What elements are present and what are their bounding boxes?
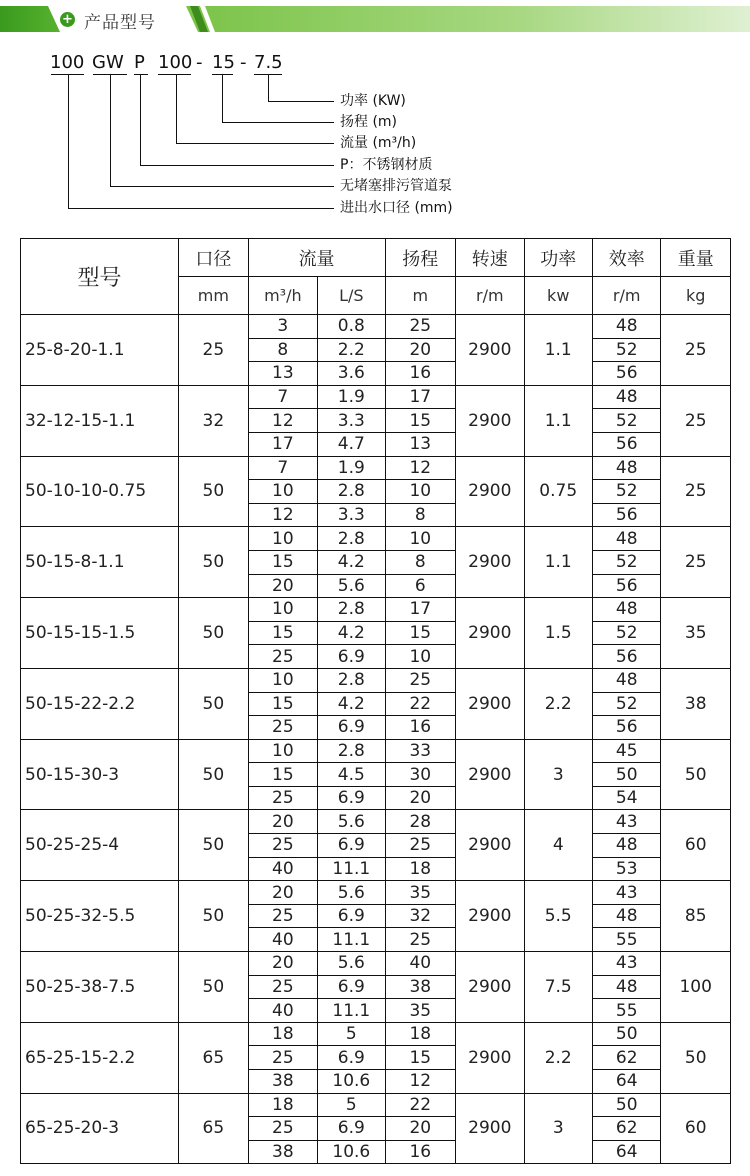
cell-efficiency: 64 xyxy=(592,1070,660,1094)
cell-speed: 2900 xyxy=(456,810,524,881)
cell-head: 30 xyxy=(385,763,455,787)
cell-caliber: 25 xyxy=(179,315,248,386)
cell-efficiency: 56 xyxy=(592,574,660,598)
cell-head: 25 xyxy=(385,668,455,692)
cell-head: 15 xyxy=(385,409,455,433)
unit-efficiency: r/m xyxy=(592,277,660,315)
cell-efficiency: 64 xyxy=(592,1140,660,1164)
cell-flow-m3: 38 xyxy=(248,1070,317,1094)
cell-efficiency: 52 xyxy=(592,621,660,645)
cell-flow-ls: 3.3 xyxy=(318,409,385,433)
cell-head: 33 xyxy=(385,739,455,763)
code-part: - xyxy=(240,52,247,73)
cell-power: 2.2 xyxy=(524,1022,592,1093)
cell-head: 18 xyxy=(385,1022,455,1046)
cell-speed: 2900 xyxy=(456,385,524,456)
header-speed: 转速 xyxy=(456,239,524,277)
cell-flow-ls: 2.8 xyxy=(318,668,385,692)
cell-caliber: 50 xyxy=(179,456,248,527)
cell-caliber: 65 xyxy=(179,1093,248,1164)
cell-flow-ls: 4.2 xyxy=(318,550,385,574)
cell-speed: 2900 xyxy=(456,315,524,386)
cell-efficiency: 56 xyxy=(592,645,660,669)
legend-power: 功率 (KW) xyxy=(340,93,406,109)
cell-head: 25 xyxy=(385,928,455,952)
cell-speed: 2900 xyxy=(456,598,524,669)
cell-flow-m3: 20 xyxy=(248,881,317,905)
cell-efficiency: 54 xyxy=(592,786,660,810)
cell-speed: 2900 xyxy=(456,952,524,1023)
cell-model: 50-15-8-1.1 xyxy=(21,527,179,598)
cell-flow-ls: 11.1 xyxy=(318,928,385,952)
cell-model: 65-25-20-3 xyxy=(21,1093,179,1164)
cell-flow-m3: 15 xyxy=(248,763,317,787)
cell-flow-ls: 2.8 xyxy=(318,598,385,622)
connector-line xyxy=(140,74,141,165)
cell-flow-m3: 40 xyxy=(248,999,317,1023)
cell-power: 1.1 xyxy=(524,527,592,598)
cell-caliber: 50 xyxy=(179,881,248,952)
cell-flow-m3: 25 xyxy=(248,645,317,669)
cell-power: 2.2 xyxy=(524,668,592,739)
cell-caliber: 50 xyxy=(179,668,248,739)
table-row xyxy=(21,881,731,905)
cell-weight: 85 xyxy=(661,881,731,952)
code-part: 7.5 xyxy=(254,52,283,73)
cell-speed: 2900 xyxy=(456,881,524,952)
cell-efficiency: 50 xyxy=(592,1022,660,1046)
table-row xyxy=(21,668,731,692)
cell-efficiency: 53 xyxy=(592,857,660,881)
cell-caliber: 50 xyxy=(179,739,248,810)
cell-speed: 2900 xyxy=(456,456,524,527)
cell-speed: 2900 xyxy=(456,739,524,810)
cell-flow-m3: 12 xyxy=(248,503,317,527)
cell-flow-m3: 10 xyxy=(248,668,317,692)
cell-head: 35 xyxy=(385,999,455,1023)
cell-efficiency: 52 xyxy=(592,692,660,716)
cell-flow-m3: 18 xyxy=(248,1022,317,1046)
cell-head: 13 xyxy=(385,432,455,456)
cell-flow-ls: 10.6 xyxy=(318,1140,385,1164)
cell-efficiency: 50 xyxy=(592,763,660,787)
cell-efficiency: 55 xyxy=(592,999,660,1023)
cell-flow-ls: 5.6 xyxy=(318,810,385,834)
cell-flow-m3: 25 xyxy=(248,904,317,928)
cell-efficiency: 48 xyxy=(592,834,660,858)
cell-flow-m3: 10 xyxy=(248,480,317,504)
cell-head: 18 xyxy=(385,857,455,881)
cell-efficiency: 56 xyxy=(592,716,660,740)
cell-weight: 60 xyxy=(661,810,731,881)
cell-model: 32-12-15-1.1 xyxy=(21,385,179,456)
header-weight: 重量 xyxy=(661,239,731,277)
legend-flow: 流量 (m³/h) xyxy=(340,135,417,151)
cell-flow-m3: 40 xyxy=(248,928,317,952)
cell-head: 25 xyxy=(385,315,455,339)
cell-head: 25 xyxy=(385,834,455,858)
connector-line xyxy=(176,74,177,143)
cell-flow-ls: 4.7 xyxy=(318,432,385,456)
header-power: 功率 xyxy=(524,239,592,277)
cell-head: 16 xyxy=(385,362,455,386)
unit-head: m xyxy=(385,277,455,315)
cell-flow-ls: 0.8 xyxy=(318,315,385,339)
connector-line xyxy=(68,74,69,208)
cell-model: 50-15-30-3 xyxy=(21,739,179,810)
cell-efficiency: 48 xyxy=(592,904,660,928)
header-model: 型号 xyxy=(21,239,179,315)
cell-flow-ls: 6.9 xyxy=(318,904,385,928)
cell-flow-ls: 11.1 xyxy=(318,999,385,1023)
cell-flow-ls: 1.9 xyxy=(318,456,385,480)
cell-power: 1.5 xyxy=(524,598,592,669)
cell-efficiency: 56 xyxy=(592,503,660,527)
cell-head: 38 xyxy=(385,975,455,999)
table-row xyxy=(21,385,731,409)
cell-head: 16 xyxy=(385,1140,455,1164)
cell-head: 12 xyxy=(385,456,455,480)
cell-head: 35 xyxy=(385,881,455,905)
cell-flow-ls: 5.6 xyxy=(318,574,385,598)
table-row xyxy=(21,527,731,551)
table-row xyxy=(21,739,731,763)
cell-speed: 2900 xyxy=(456,527,524,598)
cell-flow-m3: 20 xyxy=(248,810,317,834)
cell-efficiency: 48 xyxy=(592,527,660,551)
cell-flow-m3: 18 xyxy=(248,1093,317,1117)
code-part: 100 xyxy=(158,52,193,73)
cell-efficiency: 43 xyxy=(592,952,660,976)
cell-efficiency: 52 xyxy=(592,480,660,504)
cell-head: 8 xyxy=(385,550,455,574)
cell-head: 40 xyxy=(385,952,455,976)
cell-flow-ls: 4.2 xyxy=(318,621,385,645)
cell-flow-ls: 6.9 xyxy=(318,975,385,999)
cell-efficiency: 56 xyxy=(592,432,660,456)
cell-flow-ls: 10.6 xyxy=(318,1070,385,1094)
cell-weight: 35 xyxy=(661,598,731,669)
cell-flow-ls: 5 xyxy=(318,1093,385,1117)
cell-efficiency: 45 xyxy=(592,739,660,763)
cell-weight: 25 xyxy=(661,456,731,527)
code-underline xyxy=(158,74,191,75)
cell-flow-m3: 38 xyxy=(248,1140,317,1164)
cell-power: 3 xyxy=(524,739,592,810)
cell-power: 3 xyxy=(524,1093,592,1164)
cell-efficiency: 48 xyxy=(592,385,660,409)
table-row xyxy=(21,598,731,622)
table-row xyxy=(21,1022,731,1046)
cell-caliber: 50 xyxy=(179,598,248,669)
unit-weight: kg xyxy=(661,277,731,315)
cell-power: 5.5 xyxy=(524,881,592,952)
cell-flow-m3: 20 xyxy=(248,952,317,976)
code-part: 15 xyxy=(212,52,235,73)
cell-caliber: 32 xyxy=(179,385,248,456)
cell-flow-ls: 6.9 xyxy=(318,834,385,858)
cell-flow-m3: 25 xyxy=(248,975,317,999)
cell-efficiency: 62 xyxy=(592,1046,660,1070)
cell-model: 65-25-15-2.2 xyxy=(21,1022,179,1093)
connector-line xyxy=(222,74,223,122)
cell-flow-m3: 25 xyxy=(248,834,317,858)
cell-flow-m3: 25 xyxy=(248,1046,317,1070)
unit-caliber: mm xyxy=(179,277,248,315)
cell-power: 0.75 xyxy=(524,456,592,527)
cell-head: 20 xyxy=(385,1117,455,1141)
cell-flow-m3: 10 xyxy=(248,739,317,763)
cell-efficiency: 55 xyxy=(592,928,660,952)
cell-flow-m3: 7 xyxy=(248,385,317,409)
cell-head: 6 xyxy=(385,574,455,598)
cell-flow-ls: 2.8 xyxy=(318,480,385,504)
connector-line xyxy=(176,143,334,144)
header-caliber: 口径 xyxy=(179,239,248,277)
legend-head: 扬程 (m) xyxy=(340,114,398,130)
table-row xyxy=(21,1093,731,1117)
cell-efficiency: 48 xyxy=(592,975,660,999)
connector-line xyxy=(110,186,334,187)
cell-flow-m3: 12 xyxy=(248,409,317,433)
cell-flow-ls: 3.3 xyxy=(318,503,385,527)
cell-efficiency: 56 xyxy=(592,362,660,386)
cell-weight: 25 xyxy=(661,315,731,386)
table-body xyxy=(21,315,731,1164)
header-efficiency: 效率 xyxy=(592,239,660,277)
cell-flow-ls: 1.9 xyxy=(318,385,385,409)
cell-efficiency: 43 xyxy=(592,810,660,834)
cell-weight: 50 xyxy=(661,1022,731,1093)
unit-speed: r/m xyxy=(456,277,524,315)
cell-flow-ls: 2.8 xyxy=(318,739,385,763)
connector-line xyxy=(222,122,334,123)
cell-efficiency: 52 xyxy=(592,409,660,433)
cell-flow-m3: 10 xyxy=(248,598,317,622)
cell-flow-m3: 25 xyxy=(248,1117,317,1141)
cell-flow-ls: 6.9 xyxy=(318,1046,385,1070)
cell-head: 20 xyxy=(385,338,455,362)
cell-flow-m3: 17 xyxy=(248,432,317,456)
legend-caliber: 进出水口径 (mm) xyxy=(340,200,453,216)
cell-flow-m3: 7 xyxy=(248,456,317,480)
cell-flow-m3: 40 xyxy=(248,857,317,881)
table-row xyxy=(21,952,731,976)
cell-head: 10 xyxy=(385,645,455,669)
cell-model: 25-8-20-1.1 xyxy=(21,315,179,386)
cell-flow-ls: 11.1 xyxy=(318,857,385,881)
table-row xyxy=(21,810,731,834)
banner-title: 产品型号 xyxy=(84,13,156,33)
cell-flow-ls: 2.8 xyxy=(318,527,385,551)
unit-flow-m3: m³/h xyxy=(248,277,317,315)
code-underline xyxy=(134,74,148,75)
cell-efficiency: 48 xyxy=(592,456,660,480)
cell-flow-m3: 15 xyxy=(248,621,317,645)
cell-head: 22 xyxy=(385,692,455,716)
cell-flow-ls: 5 xyxy=(318,1022,385,1046)
cell-model: 50-15-15-1.5 xyxy=(21,598,179,669)
cell-speed: 2900 xyxy=(456,1093,524,1164)
cell-speed: 2900 xyxy=(456,668,524,739)
connector-line xyxy=(140,165,334,166)
connector-line xyxy=(268,101,334,102)
cell-efficiency: 43 xyxy=(592,881,660,905)
cell-weight: 25 xyxy=(661,385,731,456)
cell-flow-ls: 5.6 xyxy=(318,881,385,905)
code-part: - xyxy=(196,52,203,73)
cell-head: 12 xyxy=(385,1070,455,1094)
cell-weight: 50 xyxy=(661,739,731,810)
unit-flow-ls: L/S xyxy=(318,277,385,315)
cell-head: 17 xyxy=(385,385,455,409)
cell-head: 16 xyxy=(385,716,455,740)
cell-weight: 60 xyxy=(661,1093,731,1164)
cell-head: 10 xyxy=(385,527,455,551)
cell-caliber: 50 xyxy=(179,810,248,881)
cell-caliber: 65 xyxy=(179,1022,248,1093)
cell-efficiency: 52 xyxy=(592,338,660,362)
cell-flow-ls: 6.9 xyxy=(318,786,385,810)
connector-line xyxy=(268,74,269,101)
cell-flow-m3: 25 xyxy=(248,716,317,740)
cell-weight: 25 xyxy=(661,527,731,598)
connector-line xyxy=(68,208,334,209)
cell-model: 50-25-25-4 xyxy=(21,810,179,881)
cell-head: 10 xyxy=(385,480,455,504)
cell-flow-m3: 15 xyxy=(248,550,317,574)
cell-flow-m3: 8 xyxy=(248,338,317,362)
cell-head: 20 xyxy=(385,786,455,810)
table-row xyxy=(21,456,731,480)
cell-flow-m3: 15 xyxy=(248,692,317,716)
section-banner xyxy=(0,6,750,32)
spec-table xyxy=(20,238,731,1164)
cell-head: 15 xyxy=(385,621,455,645)
cell-weight: 38 xyxy=(661,668,731,739)
cell-flow-m3: 13 xyxy=(248,362,317,386)
cell-power: 1.1 xyxy=(524,315,592,386)
legend-material: P：不锈钢材质 xyxy=(340,157,433,173)
cell-efficiency: 52 xyxy=(592,550,660,574)
cell-flow-ls: 3.6 xyxy=(318,362,385,386)
cell-efficiency: 62 xyxy=(592,1117,660,1141)
code-part: 100 xyxy=(50,52,85,73)
cell-head: 15 xyxy=(385,1046,455,1070)
connector-line xyxy=(110,74,111,186)
cell-model: 50-25-38-7.5 xyxy=(21,952,179,1023)
code-part: GW xyxy=(92,52,124,73)
cell-flow-m3: 10 xyxy=(248,527,317,551)
unit-power: kw xyxy=(524,277,592,315)
cell-flow-ls: 4.5 xyxy=(318,763,385,787)
cell-head: 22 xyxy=(385,1093,455,1117)
cell-efficiency: 48 xyxy=(592,598,660,622)
header-head: 扬程 xyxy=(385,239,455,277)
legend-pump-type: 无堵塞排污管道泵 xyxy=(340,178,452,194)
cell-head: 28 xyxy=(385,810,455,834)
cell-flow-ls: 4.2 xyxy=(318,692,385,716)
cell-flow-ls: 5.6 xyxy=(318,952,385,976)
cell-caliber: 50 xyxy=(179,527,248,598)
cell-power: 4 xyxy=(524,810,592,881)
cell-model: 50-10-10-0.75 xyxy=(21,456,179,527)
cell-caliber: 50 xyxy=(179,952,248,1023)
cell-head: 8 xyxy=(385,503,455,527)
cell-model: 50-25-32-5.5 xyxy=(21,881,179,952)
cell-efficiency: 48 xyxy=(592,668,660,692)
cell-weight: 100 xyxy=(661,952,731,1023)
cell-model: 50-15-22-2.2 xyxy=(21,668,179,739)
cell-flow-ls: 6.9 xyxy=(318,1117,385,1141)
plus-circle-icon: + xyxy=(60,12,75,27)
cell-efficiency: 50 xyxy=(592,1093,660,1117)
table-row xyxy=(21,315,731,339)
cell-head: 17 xyxy=(385,598,455,622)
code-part: P xyxy=(134,52,145,73)
cell-flow-m3: 3 xyxy=(248,315,317,339)
cell-power: 1.1 xyxy=(524,385,592,456)
cell-power: 7.5 xyxy=(524,952,592,1023)
cell-efficiency: 48 xyxy=(592,315,660,339)
cell-flow-ls: 6.9 xyxy=(318,645,385,669)
cell-speed: 2900 xyxy=(456,1022,524,1093)
cell-flow-ls: 6.9 xyxy=(318,716,385,740)
cell-head: 32 xyxy=(385,904,455,928)
cell-flow-ls: 2.2 xyxy=(318,338,385,362)
header-flow: 流量 xyxy=(248,239,385,277)
cell-flow-m3: 20 xyxy=(248,574,317,598)
cell-flow-m3: 25 xyxy=(248,786,317,810)
